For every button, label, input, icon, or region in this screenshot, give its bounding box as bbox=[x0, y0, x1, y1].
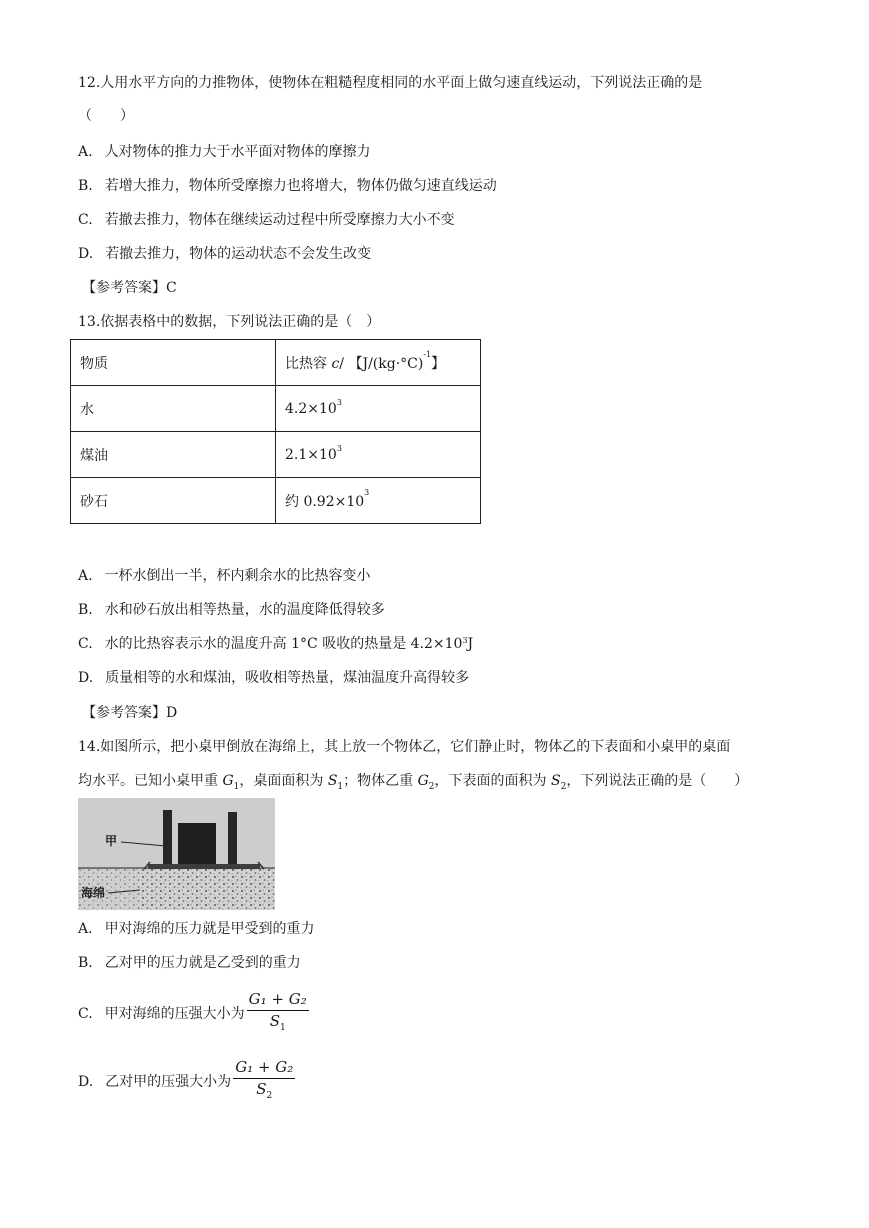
q12-option-a bbox=[78, 142, 371, 162]
sponge bbox=[138, 868, 275, 910]
specific-heat-table bbox=[70, 339, 481, 524]
q14-option-d bbox=[78, 1058, 295, 1106]
sub-1: 1 bbox=[233, 781, 240, 792]
label-sponge: 海绵 bbox=[81, 886, 106, 900]
var-g2: G bbox=[417, 773, 429, 789]
option-letter: A. bbox=[78, 568, 93, 584]
option-letter: B. bbox=[78, 178, 93, 194]
table-row bbox=[71, 432, 481, 478]
option-letter: C. bbox=[78, 1006, 93, 1022]
header-substance: 物质 bbox=[71, 340, 276, 386]
q13-option-d bbox=[78, 668, 469, 688]
table-row bbox=[71, 386, 481, 432]
q14-stem-line2 bbox=[78, 771, 748, 797]
q14-option-b bbox=[78, 953, 301, 973]
option-text: 人对物体的推力大于水平面对物体的摩擦力 bbox=[104, 144, 371, 160]
cell-substance: 砂石 bbox=[71, 478, 276, 524]
header-var: c bbox=[331, 355, 340, 372]
q13-option-a bbox=[78, 566, 371, 586]
table-leg-left bbox=[163, 810, 172, 864]
cell-substance: 煤油 bbox=[71, 432, 276, 478]
option-text: 若增大推力，物体所受摩擦力也将增大，物体仍做匀速直线运动 bbox=[104, 178, 497, 194]
fraction-denominator bbox=[247, 1011, 309, 1038]
value-exp: 3 bbox=[336, 443, 342, 453]
fraction-numerator: G₁ + G₂ bbox=[247, 990, 309, 1011]
option-letter: C. bbox=[78, 212, 93, 228]
option-exp: 3 bbox=[462, 636, 468, 645]
figure-drawing bbox=[78, 798, 275, 910]
option-letter: A. bbox=[78, 144, 93, 160]
header-prefix: 比热容 bbox=[285, 355, 332, 372]
q14-option-c bbox=[78, 990, 309, 1038]
value-exp: 3 bbox=[364, 487, 370, 497]
option-text: 若撤去推力，物体在继续运动过程中所受摩擦力大小不变 bbox=[104, 212, 455, 228]
q13-stem: 13.依据表格中的数据，下列说法正确的是（ ） bbox=[78, 314, 381, 330]
table-header-row bbox=[71, 340, 481, 386]
cell-substance: 水 bbox=[71, 386, 276, 432]
q12-stem: 12.人用水平方向的力推物体，使物体在粗糙程度相同的水平面上做匀速直线运动，下列说法正确的是 bbox=[78, 75, 703, 91]
q12-answer: 【参考答案】C bbox=[82, 280, 177, 296]
table-row bbox=[71, 478, 481, 524]
den-var: S bbox=[269, 1012, 280, 1030]
option-text: 水和砂石放出相等热量，水的温度降低得较多 bbox=[104, 602, 385, 618]
q12-option-d bbox=[78, 244, 371, 264]
object-yi bbox=[178, 823, 216, 864]
option-letter: B. bbox=[78, 955, 93, 971]
option-text: 乙对甲的压力就是乙受到的重力 bbox=[104, 955, 301, 971]
q13-option-c bbox=[78, 634, 473, 654]
option-text: 质量相等的水和煤油，吸收相等热量，煤油温度升高得较多 bbox=[105, 670, 470, 686]
fraction-d bbox=[233, 1058, 295, 1106]
den-sub: 2 bbox=[266, 1091, 273, 1101]
header-exp: -1 bbox=[423, 349, 432, 359]
fraction-denominator bbox=[233, 1079, 295, 1106]
q14-option-a bbox=[78, 919, 315, 939]
label-jia: 甲 bbox=[105, 834, 118, 848]
stem-part: 均水平。已知小桌甲重 bbox=[78, 773, 223, 789]
option-text-pre: 水的比热容表示水的温度升高 1°C 吸收的热量是 4.2×10 bbox=[104, 636, 463, 652]
den-var: S bbox=[256, 1080, 267, 1098]
stem-part: ；物体乙重 bbox=[343, 773, 418, 789]
option-text: 若撤去推力，物体的运动状态不会发生改变 bbox=[105, 246, 372, 262]
header-end: 】 bbox=[431, 355, 446, 372]
den-sub: 1 bbox=[280, 1023, 286, 1033]
option-letter: B. bbox=[78, 602, 93, 618]
sub-2: 2 bbox=[560, 781, 567, 792]
q13-option-b bbox=[78, 600, 385, 620]
fraction-c bbox=[247, 990, 309, 1038]
option-letter: D. bbox=[78, 1074, 94, 1090]
q12-option-b bbox=[78, 176, 497, 196]
fraction-numerator: G₁ + G₂ bbox=[233, 1058, 295, 1079]
option-text: 甲对海绵的压力就是甲受到的重力 bbox=[104, 921, 315, 937]
cell-value bbox=[276, 432, 481, 478]
q12-option-c bbox=[78, 210, 455, 230]
sub-2: 2 bbox=[428, 781, 435, 792]
var-g1: G bbox=[222, 773, 234, 789]
option-letter: C. bbox=[78, 636, 93, 652]
option-letter: D. bbox=[78, 246, 94, 262]
q12-paren: （ ） bbox=[78, 108, 134, 124]
table-top bbox=[148, 864, 260, 869]
cell-value bbox=[276, 386, 481, 432]
stem-part: ，下表面的面积为 bbox=[434, 773, 551, 789]
q13-answer: 【参考答案】D bbox=[82, 705, 178, 721]
option-text: 乙对甲的压强大小为 bbox=[105, 1074, 232, 1090]
option-text-post: J bbox=[467, 636, 474, 652]
sub-1: 1 bbox=[337, 781, 344, 792]
option-letter: D. bbox=[78, 670, 94, 686]
table-sponge-figure bbox=[78, 798, 275, 910]
value-exp: 3 bbox=[336, 397, 342, 407]
q14-stem-line1: 14.如图所示，把小桌甲倒放在海绵上，其上放一个物体乙，它们静止时，物体乙的下表面和小桌甲的桌面 bbox=[78, 739, 731, 755]
option-text: 一杯水倒出一半，杯内剩余水的比热容变小 bbox=[104, 568, 371, 584]
var-s1: S bbox=[327, 773, 338, 789]
stem-part: ，下列说法正确的是（ ） bbox=[566, 773, 749, 789]
stem-part: ，桌面面积为 bbox=[239, 773, 328, 789]
table-leg-right bbox=[228, 812, 237, 864]
header-specific-heat bbox=[276, 340, 481, 386]
cell-value bbox=[276, 478, 481, 524]
var-s2: S bbox=[550, 773, 561, 789]
value-text: 4.2×10 bbox=[285, 400, 337, 417]
option-text bbox=[105, 636, 474, 652]
option-text: 甲对海绵的压强大小为 bbox=[104, 1006, 245, 1022]
header-unit: / 【J/(kg·°C) bbox=[339, 355, 424, 372]
option-letter: A. bbox=[78, 921, 93, 937]
value-text: 2.1×10 bbox=[285, 446, 337, 463]
value-text: 约 0.92×10 bbox=[285, 493, 365, 510]
